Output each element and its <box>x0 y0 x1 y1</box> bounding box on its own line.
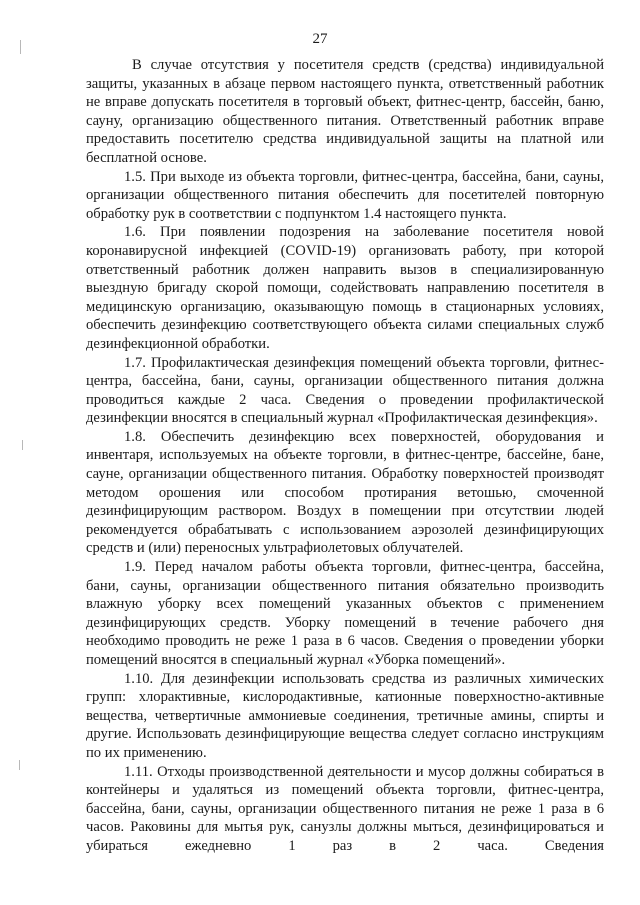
paragraph: 1.10. Для дезинфекции использовать средства из различных химических групп: хлорактивные, кислородактивные, катионные поверхностно-активные вещества, четвертичные аммониевые соединения, третичные амины, спирты и другие. Использовать дезинфицирующие вещества следует согласно инструкциям по их применению. <box>86 670 604 761</box>
paragraph: 1.11. Отходы производственной деятельности и мусор должны собираться в контейнеры и удаляться из помещений объекта торговли, фитнес-центра, бассейна, бани, сауны, организации общественного питания не реже 1 раза в 6 часов. Раковины для мытья рук, санузлы должны мыться, дезинфицироваться и убираться ежедневно 1 раз в 2 часа. Сведения <box>86 763 604 854</box>
page-number: 27 <box>312 31 328 47</box>
paragraph: 1.6. При появлении подозрения на заболевание посетителя новой коронавирусной инфекцией (COVID-19) организовать работу, при которой ответственный работник должен направить вызов в специализированную выездную бригаду скорой помощи, содействовать направлению посетителя в медицинскую организацию, оказывающую помощь в стационарных условиях, обеспечить дезинфекцию соответствующего объекта силами специальных служб дезинфекционной обработки. <box>86 224 604 352</box>
scan-mark <box>22 440 23 450</box>
scan-mark <box>19 760 20 770</box>
paragraph: 1.7. Профилактическая дезинфекция помещений объекта торговли, фитнес-центра, бассейна, бани, сауны, организации общественного питания должна проводиться каждые 2 часа. Сведения о проведении профилактической дезинфекции вносятся в специальный журнал «Профилактическая дезинфекция». <box>86 354 604 427</box>
paragraph: 1.9. Перед началом работы объекта торговли, фитнес-центра, бассейна, бани, сауны, организации общественного питания обязательно производить влажную уборку всех помещений указанных объектов с применением дезинфицирующих средств. Уборку помещений в течение рабочего дня необходимо проводить не реже 1 раза в 6 часов. Сведения о проведении уборки помещений вносятся в специальный журнал «Уборка помещений». <box>86 559 604 668</box>
paragraph: 1.8. Обеспечить дезинфекцию всех поверхностей, оборудования и инвентаря, используемых на объекте торговли, в фитнес-центре, бассейне, бане, сауне, организации общественного питания. Обработку поверхностей производят методом орошения или способом протирания ветошью, смоченной дезинфицирующим раствором. Воздух в помещении при отсутствии людей рекомендуется обрабатывать с использованием аэрозолей дезинфицирующих средств и (или) переносных ультрафиолетовых облучателей. <box>86 428 604 557</box>
paragraph: В случае отсутствия у посетителя средств (средства) индивидуальной защиты, указанных в абзаце первом настоящего пункта, ответственный работник не вправе допускать посетителя в торговый объект, фитнес-центр, бассейн, баню, сауну, организацию общественного питания. Ответственный работник вправе предоставить посетителю средства индивидуальной защиты на платной или бесплатной основе. <box>86 57 604 166</box>
paragraph: 1.5. При выходе из объекта торговли, фитнес-центра, бассейна, бани, сауны, организации общественного питания обеспечить для посетителей повторную обработку рук в соответствии с подпунктом 1.4 настоящего пункта. <box>86 168 604 222</box>
scan-mark <box>20 40 21 54</box>
document-body <box>86 56 604 856</box>
